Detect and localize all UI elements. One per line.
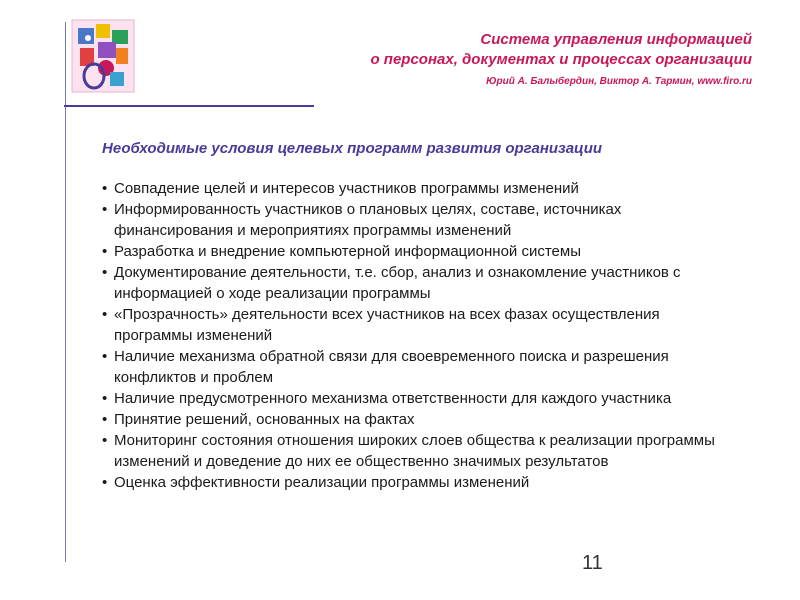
- list-item-text: Принятие решений, основанных на фактах: [114, 411, 415, 428]
- bullet-icon: •: [102, 306, 108, 323]
- bullet-icon: •: [102, 243, 108, 260]
- list-item: [82, 304, 742, 346]
- list-item: [82, 199, 742, 241]
- header-title-line2: о персонах, документах и процессах организации: [370, 51, 752, 68]
- bullet-icon: •: [102, 411, 108, 428]
- list-item-text: Разработка и внедрение компьютерной информационной системы: [114, 243, 581, 260]
- list-item-text: Мониторинг состояния отношения широких слоев общества к реализации программы изменений и доведение до них ее общественно значимых результатов: [114, 432, 715, 470]
- page-number: 11: [582, 552, 603, 574]
- bullet-icon: •: [102, 201, 108, 218]
- header-authors: Юрий А. Балыбердин, Виктор А. Тармин, www.firo.ru: [486, 76, 752, 87]
- list-item: [82, 241, 742, 262]
- header-title-line1: Система управления информацией: [480, 31, 752, 48]
- presentation-header: [370, 30, 752, 90]
- list-item: [82, 178, 742, 199]
- bullet-icon: •: [102, 432, 108, 449]
- bullet-icon: •: [102, 348, 108, 365]
- list-item-text: Совпадение целей и интересов участников программы изменений: [114, 180, 579, 197]
- left-vertical-rule: [65, 22, 66, 562]
- bullet-icon: •: [102, 474, 108, 491]
- conditions-list: [82, 178, 742, 493]
- puzzle-figures-logo: [70, 18, 136, 94]
- list-item: [82, 388, 742, 409]
- list-item: [82, 409, 742, 430]
- list-item: [82, 262, 742, 304]
- list-item: [82, 346, 742, 388]
- bullet-icon: •: [102, 264, 108, 281]
- list-item: [82, 430, 742, 472]
- list-item-text: Наличие предусмотренного механизма ответственности для каждого участника: [114, 390, 672, 407]
- list-item-text: Оценка эффективности реализации программы изменений: [114, 474, 530, 491]
- list-item-text: Наличие механизма обратной связи для своевременного поиска и разрешения конфликтов и проблем: [114, 348, 669, 386]
- bullet-icon: •: [102, 180, 108, 197]
- list-item-text: Документирование деятельности, т.е. сбор, анализ и ознакомление участников с информацией о ходе реализации программы: [114, 264, 681, 302]
- list-item-text: Информированность участников о плановых целях, составе, источниках финансирования и мероприятиях программы изменений: [114, 201, 622, 239]
- header-divider: [64, 105, 314, 107]
- slide-heading: Необходимые условия целевых программ развития организации: [102, 140, 603, 157]
- bullet-icon: •: [102, 390, 108, 407]
- list-item: [82, 472, 742, 493]
- list-item-text: «Прозрачность» деятельности всех участников на всех фазах осуществления программы изменений: [114, 306, 660, 344]
